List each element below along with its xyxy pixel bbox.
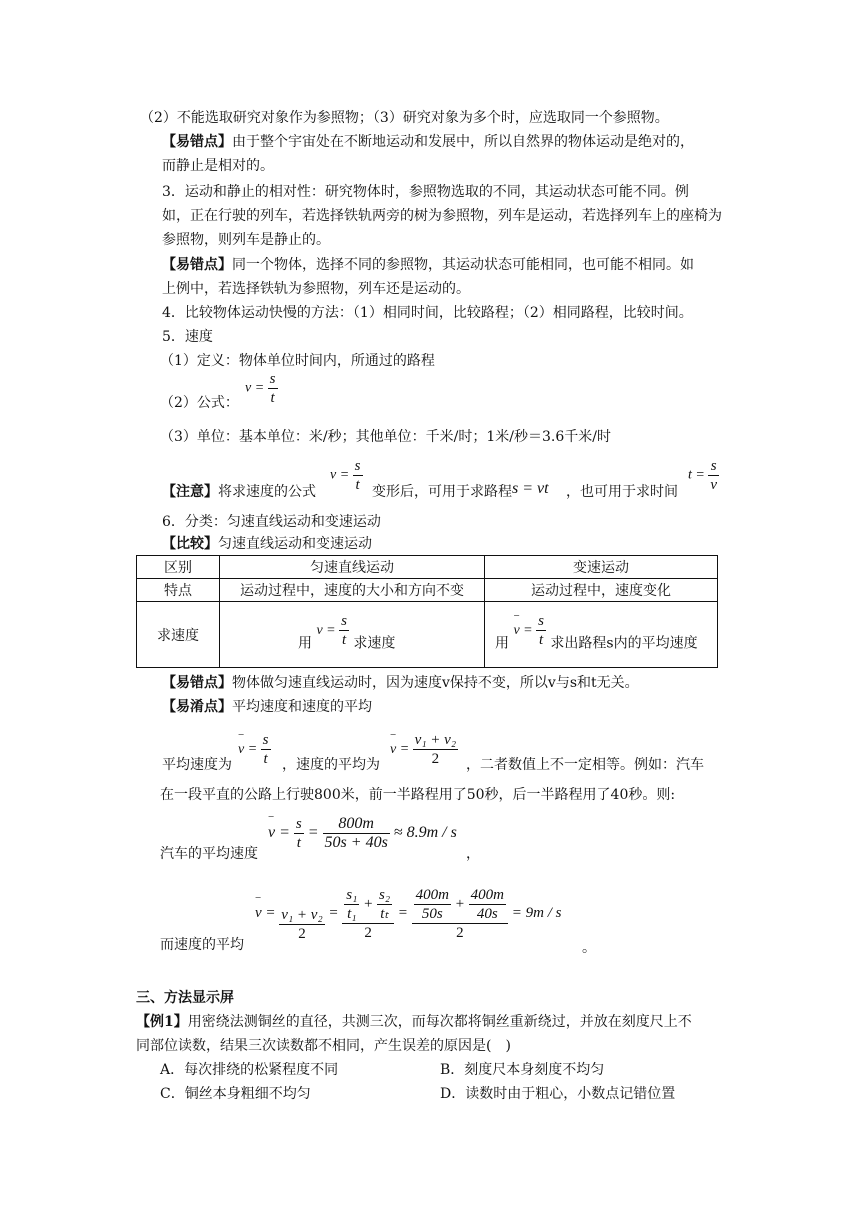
numerator: s [538,613,544,629]
option-a: A．每次排绕的松紧程度不同 [160,1062,339,1078]
text-line [162,534,372,554]
denominator: 2 [431,751,440,767]
numerator: s₂ [378,886,391,903]
text-line: ， [466,846,480,862]
numerator: s₁ [346,886,358,903]
text-line: 而静止是相对的。 [162,158,274,174]
math-symbol: − v [238,742,244,757]
text-span: 由于整个宇宙处在不断地运动和发展中，所以自然界的物体运动是绝对的， [232,134,694,150]
denominator: t [355,477,360,493]
fraction [323,815,390,852]
denominator: 40s [476,905,498,922]
denominator: 2 [298,926,306,942]
fraction [412,886,508,942]
text-span: 将求速度的公式 [218,484,316,500]
tag-label: 【注意】 [162,484,218,500]
fraction [353,457,363,494]
table-cell: 求速度 [137,602,220,668]
math-symbol: − v [255,905,262,921]
numerator: s [269,371,276,387]
numerator: 400m [415,886,450,903]
table-header-cell: 区别 [137,556,220,579]
tag-label: 【易错点】 [162,134,232,150]
math-result: ≈ 8.9m / s [393,824,457,842]
text-line: 变形后，可用于求路程 [372,484,512,500]
text-line: 平均速度为 [162,757,232,773]
text-line: （1）定义：物体单位时间内，所通过的路程 [160,353,435,369]
formula-avg-speed-table: − v = $\frac{s}{t}$ [513,623,546,638]
fraction [268,370,278,407]
text-line: ，二者数值上不一定相等。例如：汽车 [466,757,704,773]
tag-label: 【易错点】 [162,675,232,691]
text-span: 用密绕法测铜丝的直径，共测三次，而每次都将铜丝重新绕过，并放在刻度尺上不 [187,1014,692,1030]
option-d: D．读数时由于粗心，小数点记错位置 [440,1086,676,1102]
denominator: t [296,835,301,851]
text-line: 3．运动和静止的相对性：研究物体时，参照物选取的不同，其运动状态可能不同。例 [162,184,689,200]
formula-mean-of-speeds: − v = $\frac{\text{v₁ + v₂}}{2}$ [390,731,458,768]
fraction [261,731,271,768]
numerator: s [341,613,347,629]
math-result: = 9m / s [511,904,562,921]
table-header-cell: 匀速直线运动 [220,556,485,579]
fraction [414,886,451,923]
text-line: 同部位读数，结果三次读数都不相同，产生误差的原因是( ) [136,1038,511,1054]
formula-avg-speed: − v = $\frac{s}{t}$ [238,731,271,768]
text-line: 而速度的平均 [160,937,244,953]
text-line: （2）不能选取研究对象作为参照物；（3）研究对象为多个时，应选取同一个参照物。 [140,110,669,126]
math-symbol: v [316,622,323,638]
formula-speed-mean-calc: − v = $\frac{\text{v₁ + v₂}}{2}$ = $\frac{\text{s₁}}{\text{t₁}}$ + $\frac{\text{s₂}}{\text{tₜ}}$ 2 = $\frac{400m}{50s}$ + $\frac{400m}{40s}$ 2 = 9m / s [255,884,561,943]
table-cell: 运动过程中，速度变化 [485,579,718,602]
tag-label: 【易错点】 [162,257,232,273]
denominator: tₜ [380,905,389,922]
table-header-row [137,556,718,579]
text-span: 求速度 [353,635,396,652]
tag-label: 【易淆点】 [162,699,232,715]
denominator: t [263,751,268,767]
table-header-cell: 变速运动 [485,556,718,579]
table-cell [485,602,718,668]
table-cell [220,602,485,668]
table-cell: 特点 [137,579,220,602]
numerator: 400m [470,886,504,903]
math-symbol: − v [513,623,519,638]
text-span: 用 [298,635,312,652]
fraction [342,886,394,942]
formula-car-avg-speed: − v = $\frac{s}{t}$ = $\frac{800m}{50s + 40s}$ ≈ 8.9m / s [268,815,457,852]
denominator: t [270,390,275,406]
formula-distance: s = vt [512,480,549,497]
numerator [412,886,508,924]
numerator: 800m [323,815,390,834]
fraction [536,612,546,649]
text-line: 6．分类：匀速直线运动和变速运动 [162,514,381,530]
denominator: 50s + 40s [324,834,388,851]
denominator: t [538,632,544,648]
text-line: （2）公式： [160,395,239,411]
text-line: 在一段平直的公路上行驶800米，前一半路程用了50秒，后一半路程用了40秒。则: [160,787,676,803]
text-line: ，也可用于求时间 [566,484,678,500]
math-operator: + [454,895,465,912]
numerator: s [354,458,361,474]
fraction [708,457,719,494]
table-cell: 运动过程中，速度的大小和方向不变 [220,579,485,602]
text-line: 上例中，若选择铁轨为参照物，列车还是运动的。 [162,281,470,297]
denominator: 50s [421,905,443,922]
tag-label: 【例1】 [136,1014,188,1030]
text-line: 参照物，则列车是静止的。 [162,232,330,248]
text-span: 求出路程s内的平均速度 [550,635,698,652]
numerator: v₁ + v₂ [279,884,324,925]
text-span: 用 [495,635,509,652]
fraction [279,884,324,943]
math-operator: + [363,895,374,912]
text-line [162,673,639,693]
denominator: 2 [364,924,372,941]
fraction [377,886,392,923]
text-line: 。 [582,940,596,956]
denominator: t₁ [347,905,357,922]
numerator: s [708,457,719,476]
numerator: s [295,816,302,832]
option-b: B．刻度尺本身刻度不均匀 [440,1062,605,1078]
denominator: t [341,632,347,648]
comparison-table [136,555,718,668]
math-symbol: − v [268,824,275,841]
table-row [137,579,718,602]
section-heading: 三、方法显示屏 [136,990,234,1006]
formula-speed: v = $\frac{s}{t}$ [245,371,276,406]
math-symbol: v [330,467,337,483]
fraction [344,886,359,923]
numerator: v₁ + v₂ [414,732,457,748]
denominator: 2 [456,924,464,941]
text-line [162,482,316,502]
tag-label: 【比较】 [162,536,218,552]
text-line: 如，正在行驶的列车，若选择铁轨两旁的树为参照物，列车是运动，若选择列车上的座椅为 [162,208,722,224]
text-span: 同一个物体，选择不同的参照物，其运动状态可能相同，也可能不相同。如 [232,257,694,273]
formula-time: t = $\frac{s}{v}$ [688,458,718,493]
text-line: 4．比较物体运动快慢的方法：（1）相同时间，比较路程；（2）相同路程，比较时间。 [162,305,693,321]
text-line: ，速度的平均为 [282,757,380,773]
math-symbol: t [688,467,692,483]
fraction [413,731,458,768]
fraction [339,612,349,649]
denominator: v [710,477,718,493]
text-line: 汽车的平均速度 [160,846,258,862]
text-line [162,132,694,152]
text-span: 匀速直线运动和变速运动 [218,536,372,552]
math-symbol: v [245,380,252,396]
formula-speed-table: v = $\frac{s}{t}$ [316,613,347,648]
option-c: C．铜丝本身粗细不均匀 [160,1086,311,1102]
fraction [469,886,506,923]
text-span: 物体做匀速直线运动时，因为速度v保持不变，所以v与s和t无关。 [232,675,639,691]
numerator [342,886,394,924]
math-symbol: − v [390,742,396,757]
text-line [162,697,372,717]
fraction [294,815,304,852]
text-line: （3）单位：基本单位：米/秒；其他单位：千米/时；1米/秒＝3.6千米/时 [160,429,611,445]
numerator: s [262,732,269,748]
text-line [136,1012,692,1032]
text-line [162,255,694,275]
text-line: 5．速度 [162,329,213,345]
text-span: 平均速度和速度的平均 [232,699,372,715]
formula-speed-inline: v = $\frac{s}{t}$ [330,458,361,493]
table-row [137,602,718,668]
